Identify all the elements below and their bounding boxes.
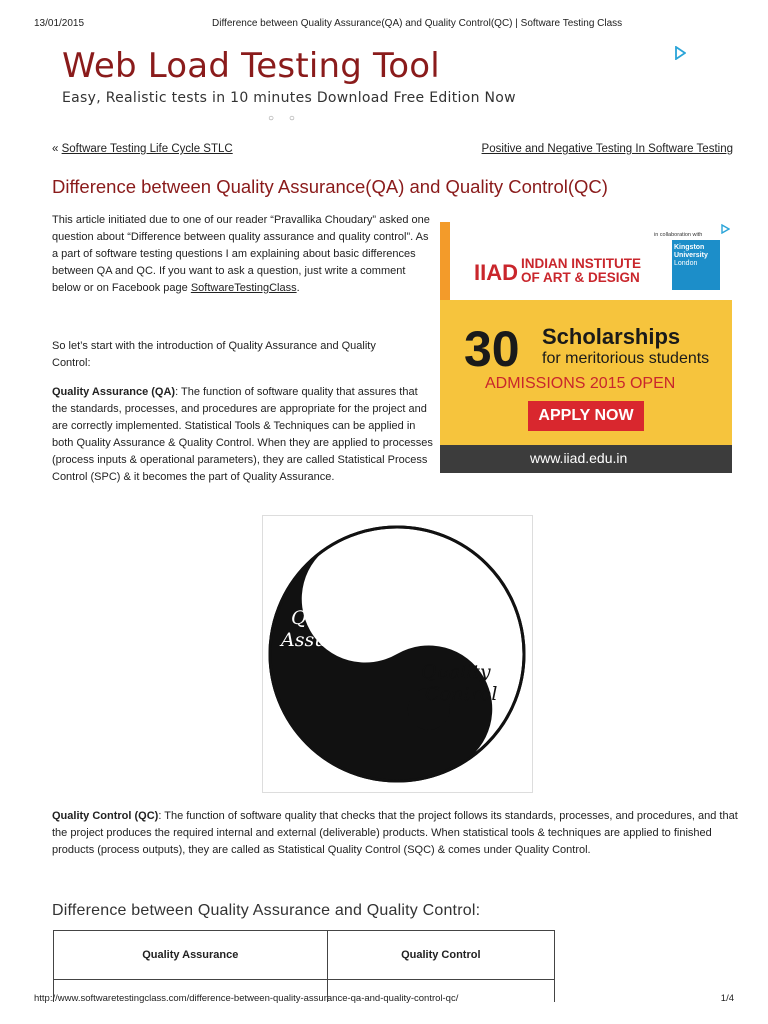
- kingston-line-2: University: [674, 252, 708, 259]
- iiad-logo: IIAD: [474, 260, 518, 285]
- ad-title-link[interactable]: Web Load Testing Tool: [62, 46, 440, 86]
- iiad-banner-ad[interactable]: [440, 222, 732, 473]
- ad-pagination-dots[interactable]: ○ ○: [268, 113, 301, 124]
- qc-paragraph: [52, 808, 742, 859]
- qa-term: Quality Assurance (QA): [52, 386, 176, 398]
- nav-previous: [52, 143, 233, 155]
- header-quality-assurance: Quality Assurance: [54, 931, 328, 980]
- article-title: Difference between Quality Assurance(QA) and Quality Control(QC): [52, 176, 608, 197]
- admissions-text: ADMISSIONS 2015 OPEN: [485, 375, 676, 392]
- yin-yang-graphic: [263, 516, 532, 792]
- nav-next: [482, 143, 733, 155]
- scholarship-headline: Scholarships: [542, 324, 681, 349]
- iiad-name: INDIAN INSTITUTE OF ART & DESIGN: [521, 256, 641, 285]
- table-header-row: [54, 931, 555, 980]
- label-qa-2: Assurance: [281, 629, 381, 651]
- qa-paragraph: [52, 384, 434, 486]
- kingston-line-3: London: [674, 260, 698, 267]
- print-date: 13/01/2015: [34, 18, 85, 29]
- qa-definition: : The function of software quality that assures that the standards, processes, and procedures are appropriate for the project and are correctly implemented. Statistical Tools & Techniques can be applied in both Quality Assurance & Quality Control. When they are applied to processes (process inputs & operational parameters), they are called Statistical Process Control (SPC) & it becomes the part of Quality Assurance.: [52, 386, 433, 483]
- ad-site-url: www.iiad.edu.in: [530, 450, 628, 466]
- intro-text: This article initiated due to one of our reader “Pravallika Choudary” asked one question about “Difference between quality assurance and quality control”. As a part of software testing questions I am explaining about basic differences between QA and QC. If you want to ask a question, just write a comment below or on Facebook page: [52, 214, 430, 294]
- footer-url: http://www.softwaretestingclass.com/difference-between-quality-assurance-qa-and-quality-control-qc/: [34, 993, 459, 1004]
- comparison-table: [53, 930, 555, 1002]
- qa-qc-yin-yang-image: [262, 515, 533, 793]
- qc-term: Quality Control (QC): [52, 810, 159, 822]
- scholarship-count: 30: [464, 321, 520, 377]
- print-title: Difference between Quality Assurance(QA) and Quality Control(QC) | Software Testing Class: [212, 18, 623, 29]
- nav-prev-arrow: «: [52, 143, 59, 155]
- footer-page-number: 1/4: [720, 993, 734, 1004]
- intro-paragraph: [52, 212, 430, 297]
- difference-heading: Difference between Quality Assurance and Quality Control:: [52, 902, 481, 919]
- label-qc-1: Quality: [421, 661, 491, 683]
- header-quality-control: Quality Control: [327, 931, 554, 980]
- ad-orange-strip: [440, 222, 450, 300]
- lead-paragraph: So let’s start with the introduction of Quality Assurance and Quality Control:: [52, 340, 376, 369]
- facebook-page-link[interactable]: SoftwareTestingClass: [190, 282, 297, 294]
- ad-choices-icon[interactable]: [720, 224, 730, 234]
- kingston-line-1: Kingston: [674, 244, 705, 251]
- ad-subtitle: Easy, Realistic tests in 10 minutes Download Free Edition Now: [62, 90, 516, 106]
- collab-text: in collaboration with: [654, 232, 703, 238]
- intro-end: .: [296, 282, 300, 294]
- nav-next-link[interactable]: Positive and Negative Testing In Software Testing: [481, 143, 733, 155]
- label-qc-2: Control: [425, 683, 498, 705]
- kingston-logo: [672, 240, 720, 290]
- qc-definition: : The function of software quality that checks that the project follows its standards, processes, and procedures, and that the project produces the required internal and external (deliverable) products. When statistical tools & techniques are applied to finished products (process outputs), they are called as Statistical Quality Control (SQC) & comes under Quality Control.: [52, 810, 738, 856]
- apply-now-button[interactable]: APPLY NOW: [528, 401, 644, 431]
- ad-choices-play-icon[interactable]: [674, 46, 686, 60]
- label-qa-1: Quality: [291, 607, 361, 629]
- scholarship-subline: for meritorious students: [542, 350, 710, 367]
- nav-prev-link[interactable]: Software Testing Life Cycle STLC: [61, 143, 233, 155]
